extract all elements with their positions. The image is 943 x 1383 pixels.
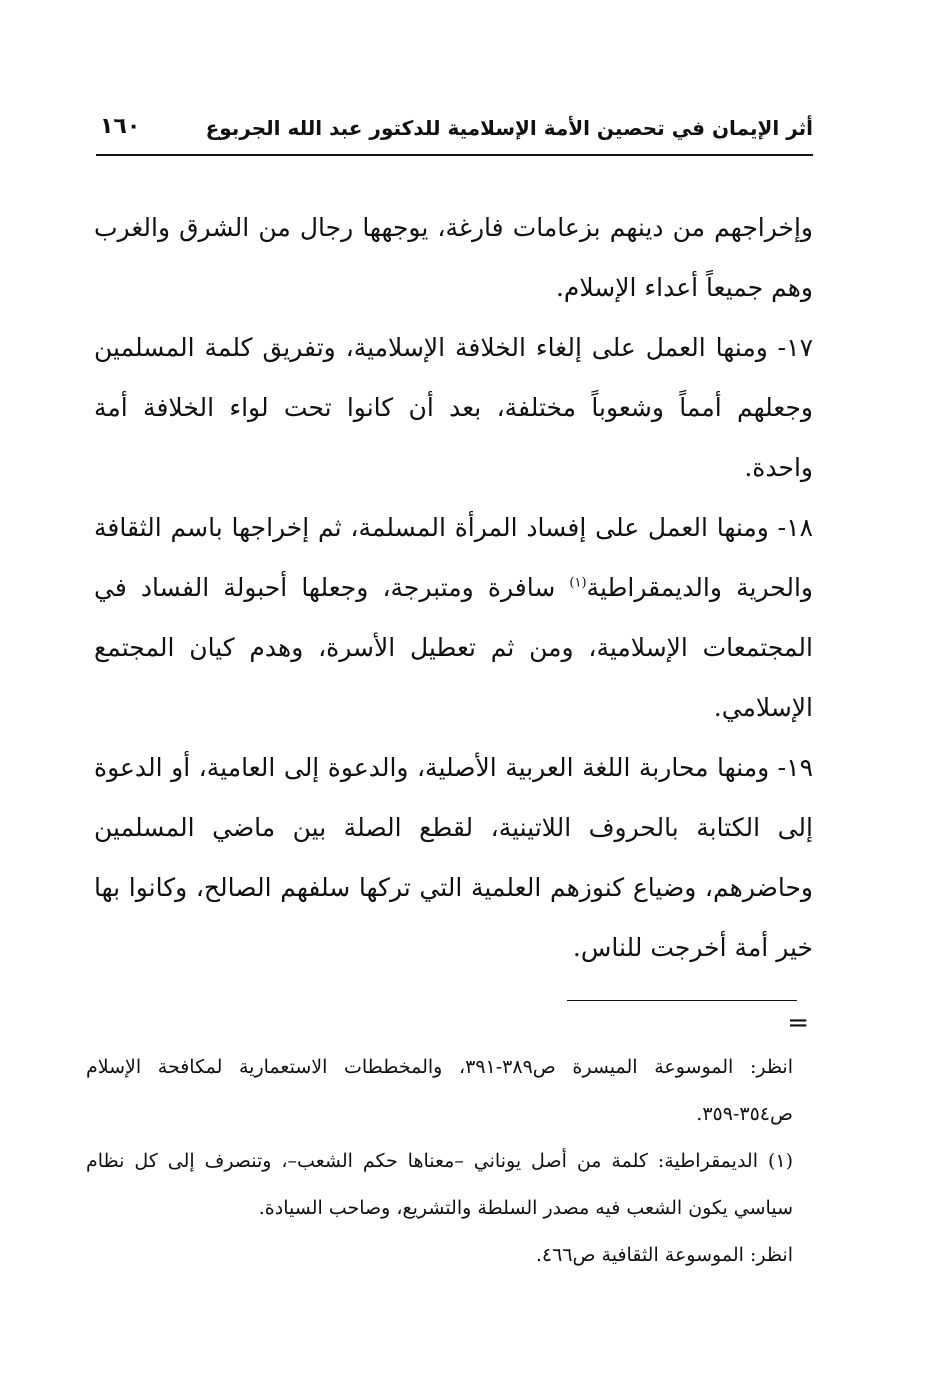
footnote-separator xyxy=(567,1000,797,1001)
footnotes xyxy=(86,1044,793,1279)
footnote-continuation-mark: = xyxy=(787,1008,809,1038)
footnote-reference-1: (١) xyxy=(569,575,587,591)
paragraph-item-19: ١٩- ومنها محاربة اللغة العربية الأصلية، والدعوة إلى العامية، أو الدعوة إلى الكتابة بالحروف اللاتينية، لقطع الصلة بين ماضي المسلمين وحاضرهم، وضياع كنوزهم العلمية التي تركها سلفهم الصالح، وكانوا بها خير أمة أخرجت للناس. xyxy=(94,753,813,962)
paragraph-item-18-start: ١٨- ومنها العمل على إفساد المرأة المسلمة، ثم إخراجها باسم الثقافة والحرية والديمقراطية xyxy=(94,513,814,602)
body-text xyxy=(94,198,813,978)
paragraph-continuation: وإخراجهم من دينهم بزعامات فارغة، يوجهها رجال من الشرق والغرب وهم جميعاً أعداء الإسلام. xyxy=(94,213,813,302)
page-number: ١٦٠ xyxy=(100,114,141,139)
paragraph-item-18-end: سافرة ومتبرجة، وجعلها أحبولة الفساد في المجتمعات الإسلامية، ومن ثم تعطيل الأسرة، وهدم كيان المجتمع الإسلامي. xyxy=(94,573,813,722)
footnote-continued: انظر: الموسوعة الميسرة ص٣٨٩-٣٩١، والمخططات الاستعمارية لمكافحة الإسلام ص٣٥٤-٣٥٩. xyxy=(86,1056,793,1125)
running-header xyxy=(96,112,813,156)
footnote-1: (١) الديمقراطية: كلمة من أصل يوناني –معناها حكم الشعب–، وتنصرف إلى كل نظام سياسي يكون الشعب فيه مصدر السلطة والتشريع، وصاحب السيادة. xyxy=(86,1150,793,1219)
header-title: أثر الإيمان في تحصين الأمة الإسلامية للدكتور عبد الله الجربوع xyxy=(205,116,813,140)
paragraph-item-17: ١٧- ومنها العمل على إلغاء الخلافة الإسلامية، وتفريق كلمة المسلمين وجعلهم أمماً وشعوباً مختلفة، بعد أن كانوا تحت لواء الخلافة أمة واحدة. xyxy=(94,333,813,482)
paragraph-item-18 xyxy=(94,498,813,738)
footnote-1-source: انظر: الموسوعة الثقافية ص٤٦٦. xyxy=(535,1244,793,1266)
